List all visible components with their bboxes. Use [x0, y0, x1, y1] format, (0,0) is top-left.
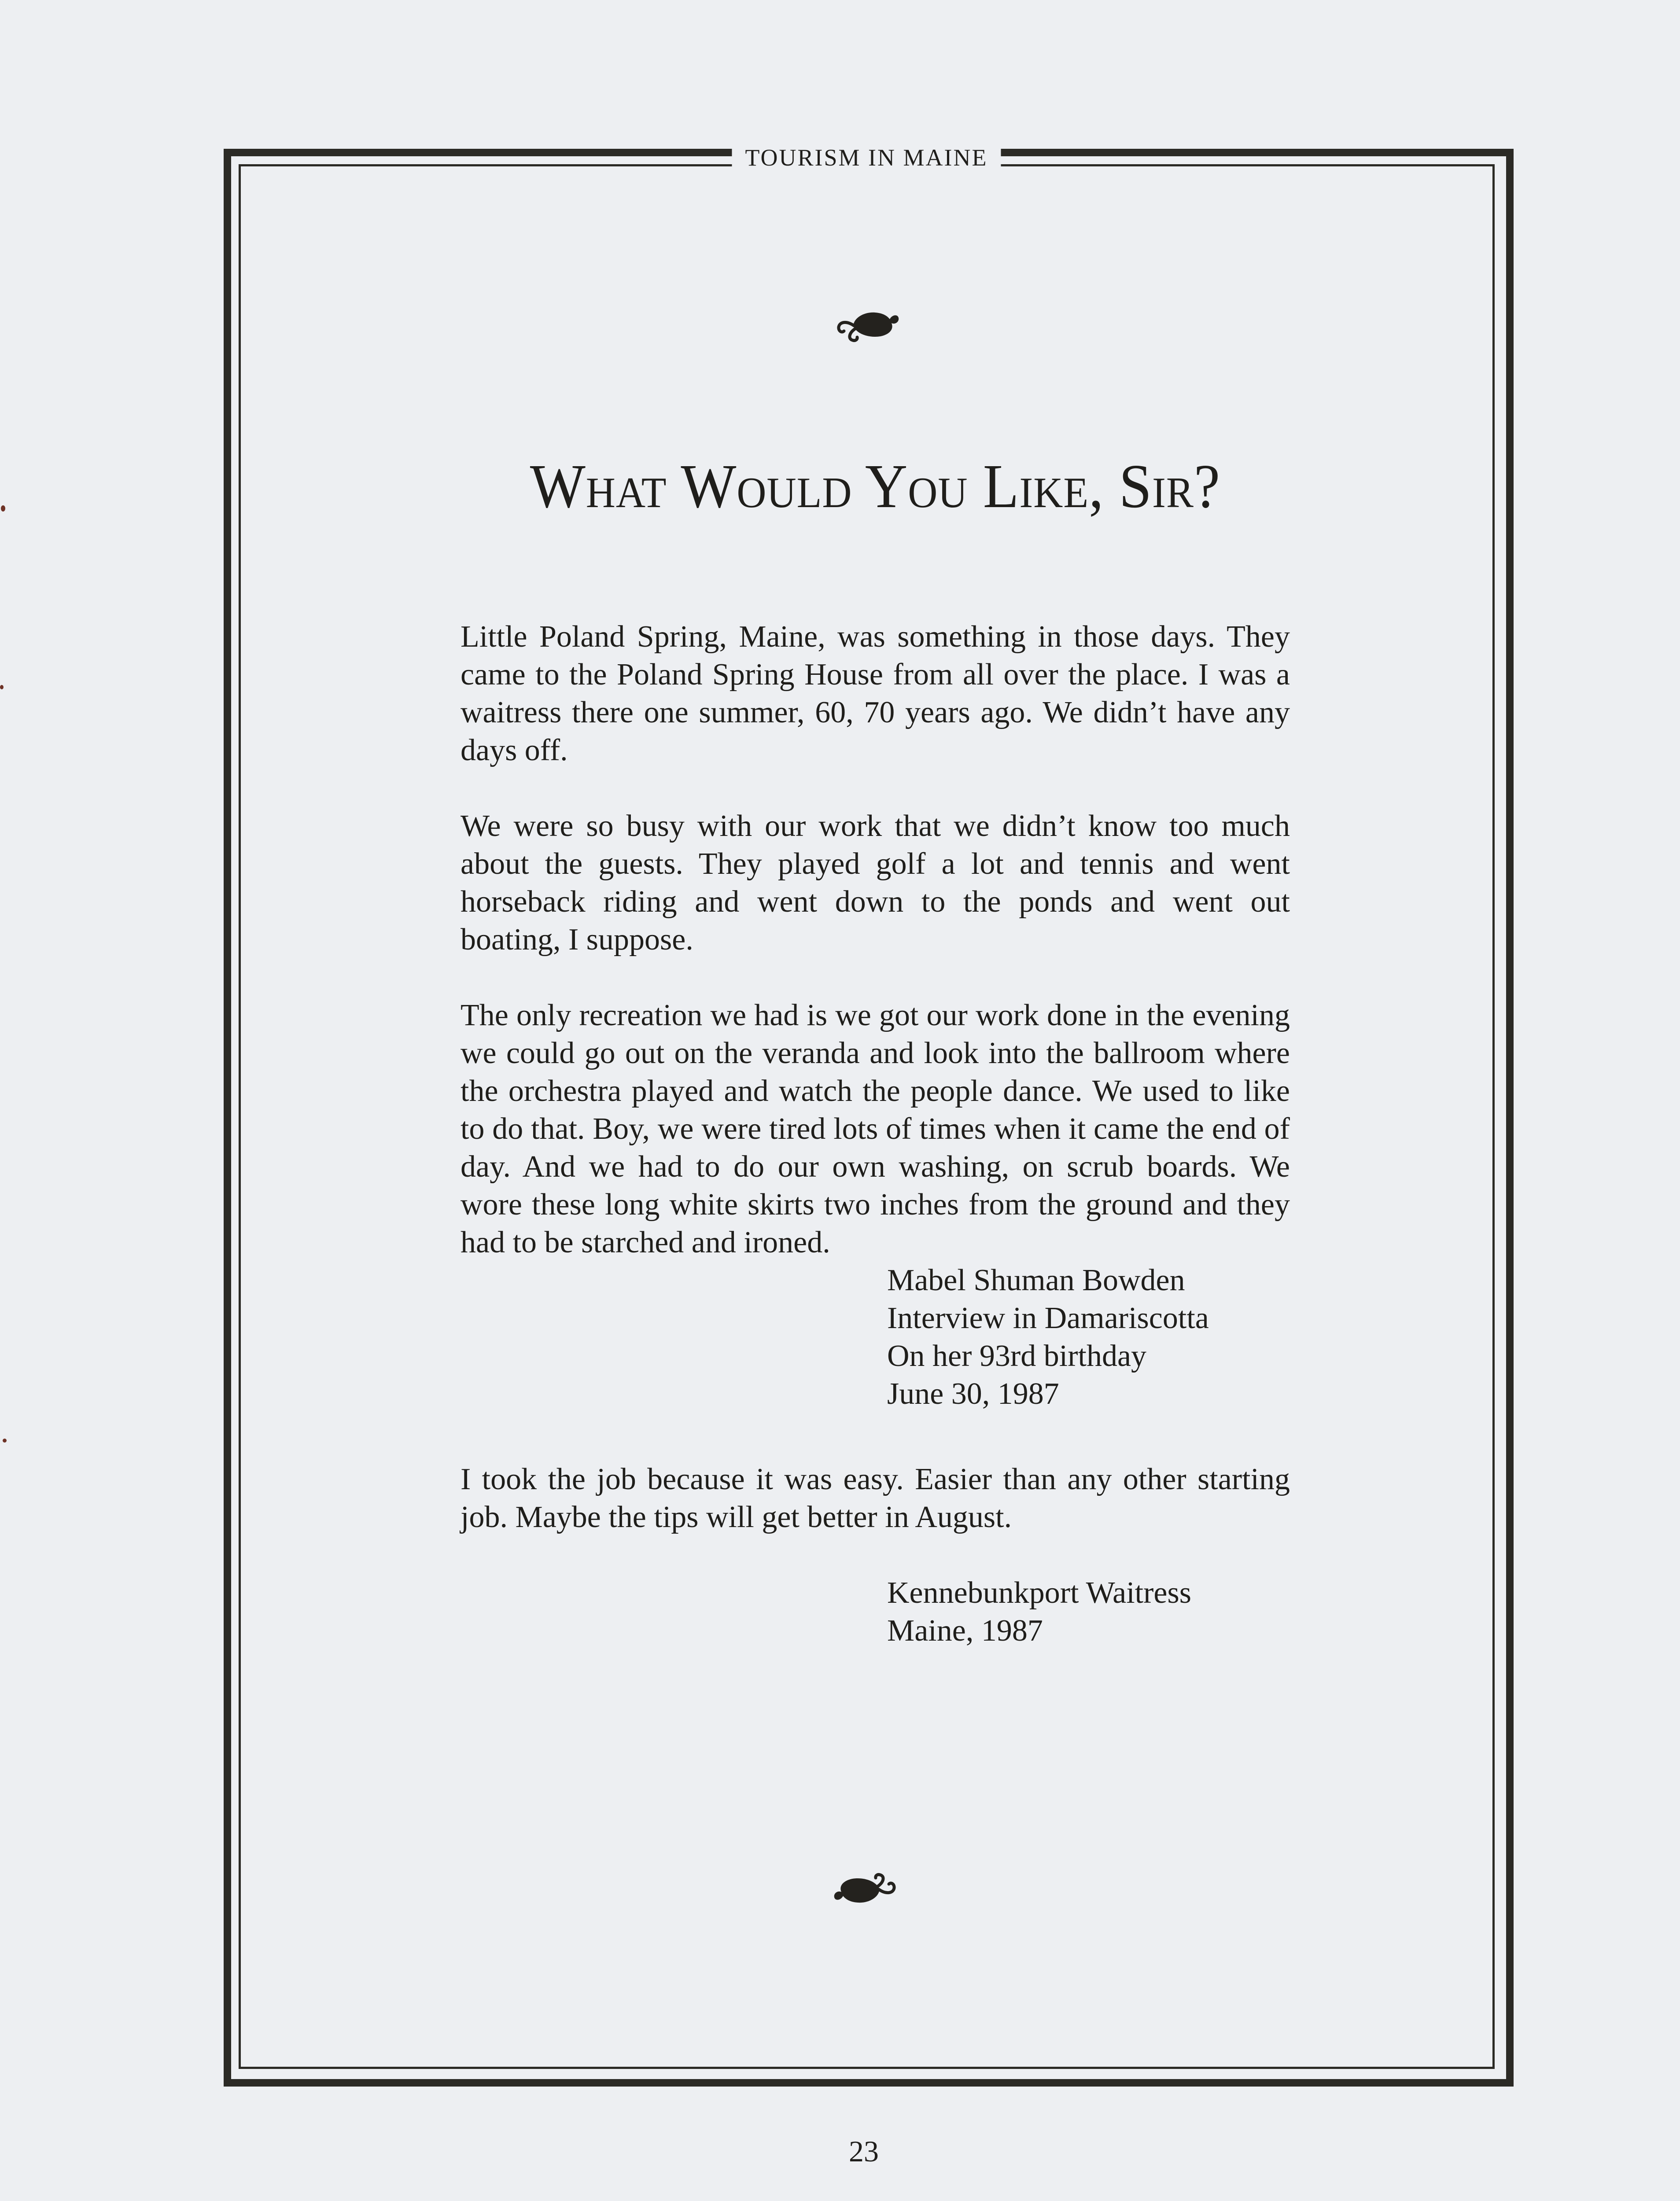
quote-paragraph: Little Poland Spring, Maine, was something in those days. They came to the Poland Spring House from all over the place. I was a waitress there one summer, 60, 70 years ago. We didn’t have any days off. — [461, 620, 1290, 767]
running-header — [732, 140, 1001, 175]
page-number: 23 — [849, 2135, 879, 2168]
attribution-line: Mabel Shuman Bowden — [887, 1263, 1185, 1297]
chapter-title: What Would You Like, Sir? — [530, 451, 1221, 521]
leaf-ornament-top-icon — [832, 308, 903, 343]
attribution-line: June 30, 1987 — [887, 1377, 1059, 1411]
attribution-line: Kennebunkport Waitress — [887, 1576, 1191, 1610]
quote-paragraph: I took the job because it was easy. Easier than any other starting job. Maybe the tips will get better in August. — [461, 1462, 1290, 1534]
scan-speck — [1, 505, 5, 512]
text-column — [461, 618, 1290, 1697]
attribution-line: Interview in Damariscotta — [887, 1301, 1209, 1335]
running-header-text: TOURISM IN MAINE — [745, 144, 988, 171]
quote-attribution — [887, 1262, 1290, 1413]
quote-paragraph: The only recreation we had is we got our work done in the evening we could go out on the veranda and look into the ballroom where the orchestra played and watch the people dance. We used to like to do that. Boy, we were tired lots of times when it came the end of day. And we had to do our own washing, on scrub boards. We wore these long white skirts two inches from the ground and they had to be starched and ironed. — [461, 998, 1290, 1259]
scan-speck — [3, 1439, 7, 1443]
leaf-ornament-bottom-icon — [830, 1872, 901, 1907]
attribution-line: On her 93rd birthday — [887, 1339, 1147, 1373]
scan-speck — [0, 685, 4, 689]
attribution-line: Maine, 1987 — [887, 1614, 1043, 1648]
quote-paragraph: We were so busy with our work that we didn’t know too much about the guests. They played golf a lot and tennis and went horseback riding and went down to the ponds and went out boating, I suppose. — [461, 809, 1290, 957]
quote-attribution — [887, 1574, 1290, 1650]
